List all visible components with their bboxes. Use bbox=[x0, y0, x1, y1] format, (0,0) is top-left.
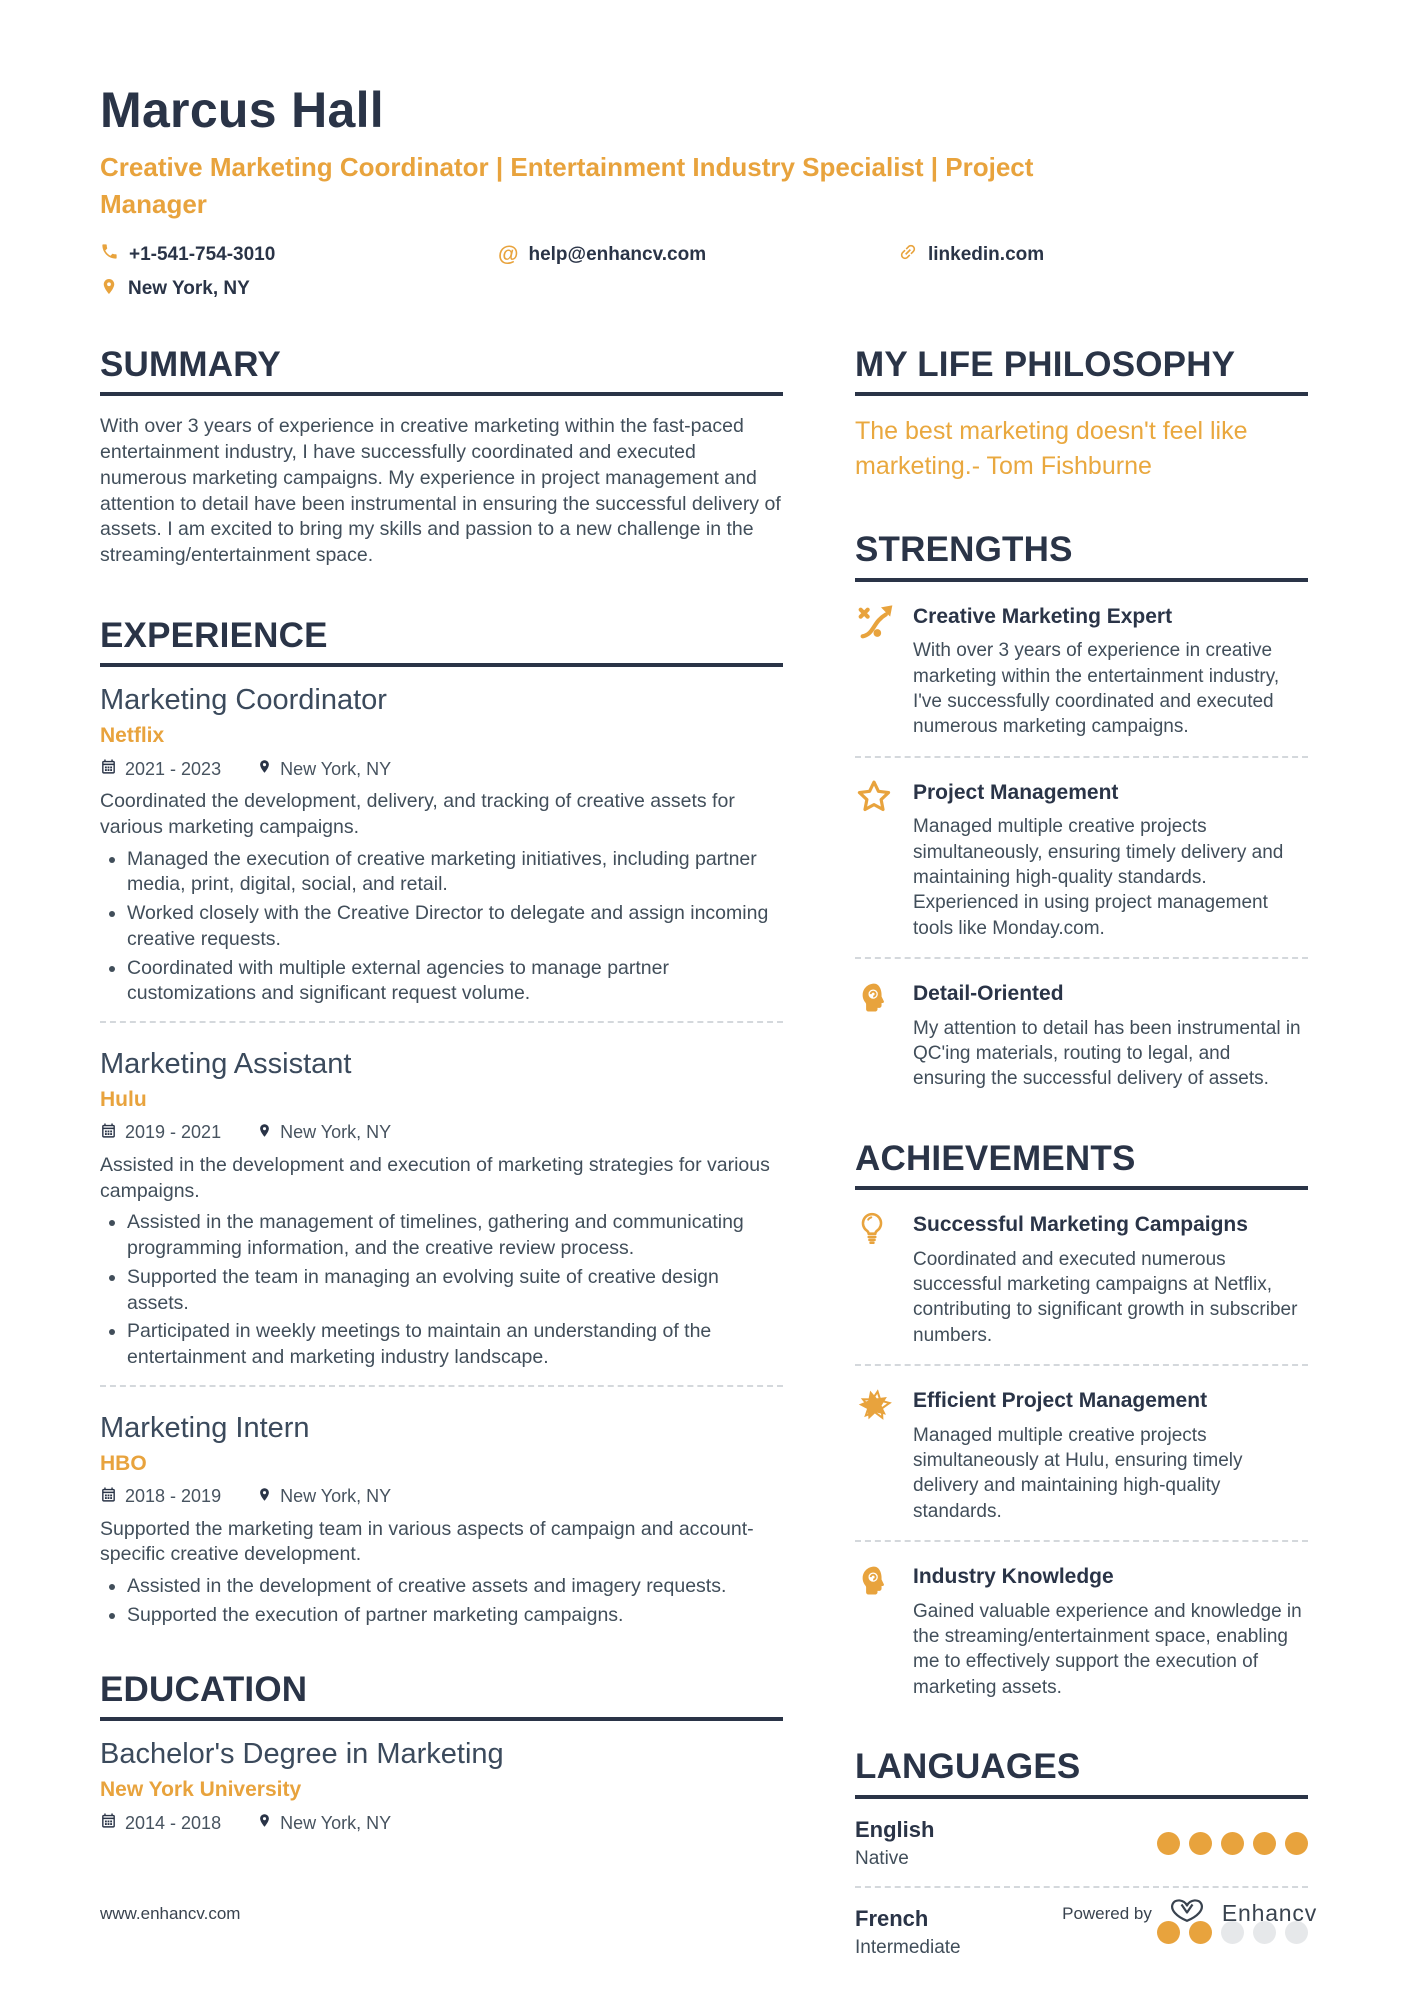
location-icon bbox=[257, 1486, 272, 1508]
job-entry bbox=[100, 1049, 783, 1371]
language-rating bbox=[1157, 1832, 1308, 1855]
job-title: Marketing Assistant bbox=[100, 1048, 352, 1081]
achievements-section bbox=[855, 1140, 1308, 1701]
columns bbox=[100, 346, 1310, 1995]
bullet: • Assisted in the management of timelines, gathering and communicating programming information, and the creative review process. bbox=[127, 1210, 783, 1261]
person-name: Marcus Hall bbox=[100, 82, 384, 138]
summary-heading: SUMMARY bbox=[100, 346, 783, 397]
rating-dot bbox=[1189, 1832, 1212, 1855]
divider bbox=[855, 957, 1308, 959]
summary-section bbox=[100, 346, 783, 569]
school-name: New York University bbox=[100, 1778, 302, 1802]
achievement-text: Coordinated and executed numerous successful marketing campaigns at Netflix, contributing to significant growth in subscriber numbers. bbox=[913, 1248, 1298, 1346]
job-dates-text: 2021 - 2023 bbox=[125, 758, 222, 779]
divider bbox=[855, 1364, 1308, 1366]
right-column bbox=[855, 346, 1308, 1995]
powered-by-label: Powered by bbox=[1062, 1903, 1152, 1923]
bullet: • Supported the team in managing an evolving suite of creative design assets. bbox=[127, 1265, 783, 1316]
job-dates-text: 2018 - 2019 bbox=[125, 1486, 222, 1507]
rising-star-icon bbox=[855, 1384, 895, 1524]
job-dates bbox=[100, 1122, 221, 1144]
experience-heading: EXPERIENCE bbox=[100, 617, 783, 668]
bullet: • Assisted in the development of creative assets and imagery requests. bbox=[127, 1574, 783, 1600]
job-bullets bbox=[100, 847, 783, 1007]
strength-item bbox=[855, 776, 1308, 941]
strength-item bbox=[855, 977, 1308, 1092]
resume-header bbox=[100, 84, 1310, 302]
rating-dot bbox=[1221, 1832, 1244, 1855]
divider bbox=[100, 1385, 783, 1387]
job-bullets bbox=[100, 1574, 783, 1628]
job-location-text: New York, NY bbox=[280, 1122, 392, 1143]
strength-title: Detail-Oriented bbox=[913, 982, 1064, 1006]
company-name: HBO bbox=[100, 1451, 147, 1475]
divider bbox=[855, 756, 1308, 758]
language-level: Native bbox=[855, 1847, 909, 1869]
job-title: Marketing Intern bbox=[100, 1411, 310, 1444]
achievements-heading: ACHIEVEMENTS bbox=[855, 1140, 1308, 1191]
job-meta bbox=[100, 1486, 783, 1508]
location-icon bbox=[100, 277, 118, 302]
achievement-item bbox=[855, 1208, 1308, 1348]
divider bbox=[855, 1886, 1308, 1888]
contact-linkedin-text: linkedin.com bbox=[928, 243, 1045, 265]
job-entry bbox=[100, 685, 783, 1007]
education-dates-text: 2014 - 2018 bbox=[125, 1812, 222, 1833]
philosophy-quote: The best marketing doesn't feel like marketing.- Tom Fishburne bbox=[855, 417, 1248, 480]
bullet: • Supported the execution of partner marketing campaigns. bbox=[127, 1603, 783, 1629]
head-profile-icon bbox=[855, 1560, 895, 1700]
job-title: Marketing Coordinator bbox=[100, 684, 387, 717]
strength-text: Managed multiple creative projects simultaneously, ensuring timely delivery and maintaining high-quality standards. Experienced in using project management tools like Monday.com. bbox=[913, 816, 1284, 939]
language-name: English bbox=[855, 1816, 935, 1842]
job-meta bbox=[100, 1122, 783, 1144]
lightbulb-icon bbox=[855, 1208, 895, 1348]
job-bullets bbox=[100, 1210, 783, 1370]
calendar-icon bbox=[100, 1122, 117, 1144]
summary-text: With over 3 years of experience in creative marketing within the fast-paced entertainment industry, I have successfully coordinated and executed numerous marketing campaigns. My experience in project management and attention to detail have been instrumental in ensuring the successful delivery of assets. I am excited to bring my skills and passion to a new challenge in the streaming/entertainment space. bbox=[100, 415, 781, 567]
job-location-text: New York, NY bbox=[280, 758, 392, 779]
education-section bbox=[100, 1671, 783, 1834]
strength-text: My attention to detail has been instrumental in QC'ing materials, routing to legal, and ensuring the successful delivery of assets. bbox=[913, 1017, 1301, 1090]
contact-location-text: New York, NY bbox=[128, 278, 250, 300]
education-location bbox=[257, 1812, 391, 1834]
contact-row bbox=[100, 242, 1310, 302]
location-icon bbox=[257, 758, 272, 780]
calendar-icon bbox=[100, 1812, 117, 1834]
job-dates-text: 2019 - 2021 bbox=[125, 1122, 222, 1143]
job-location bbox=[257, 1122, 391, 1144]
language-row bbox=[855, 1817, 1308, 1870]
contact-email-text: help@enhancv.com bbox=[528, 243, 707, 265]
contact-phone[interactable] bbox=[100, 242, 498, 267]
strengths-section bbox=[855, 531, 1308, 1092]
contact-location bbox=[100, 277, 498, 302]
footer-site-link[interactable]: www.enhancv.com bbox=[100, 1903, 241, 1923]
rating-dot bbox=[1253, 1832, 1276, 1855]
rating-dot bbox=[1285, 1832, 1308, 1855]
job-entry bbox=[100, 1413, 783, 1629]
education-dates bbox=[100, 1812, 221, 1834]
job-meta bbox=[100, 758, 783, 780]
job-dates bbox=[100, 758, 221, 780]
education-location-text: New York, NY bbox=[280, 1812, 392, 1833]
company-name: Hulu bbox=[100, 1087, 147, 1111]
strengths-heading: STRENGTHS bbox=[855, 531, 1308, 582]
rating-dot bbox=[1157, 1832, 1180, 1855]
enhancv-logo-icon bbox=[1164, 1896, 1210, 1931]
language-level: Intermediate bbox=[855, 1936, 961, 1958]
contact-phone-text: +1-541-754-3010 bbox=[129, 243, 276, 265]
contact-email[interactable] bbox=[498, 244, 898, 266]
page-footer bbox=[100, 1896, 1317, 1931]
job-description: Coordinated the development, delivery, and tracking of creative assets for various marketing campaigns. bbox=[100, 790, 735, 838]
language-info bbox=[855, 1817, 934, 1870]
achievement-text: Managed multiple creative projects simultaneously at Hulu, ensuring timely delivery and maintaining high-quality standards. bbox=[913, 1424, 1243, 1522]
star-outline-icon bbox=[855, 776, 895, 941]
strength-item bbox=[855, 600, 1308, 740]
language-name: French bbox=[855, 1905, 929, 1931]
education-heading: EDUCATION bbox=[100, 1671, 783, 1722]
brand-wordmark: Enhancv bbox=[1221, 1900, 1317, 1926]
divider bbox=[100, 1021, 783, 1023]
strength-text: With over 3 years of experience in creative marketing within the entertainment industry, I've successfully coordinated and executed numerous marketing campaigns. bbox=[913, 640, 1280, 738]
achievement-text: Gained valuable experience and knowledge in the streaming/entertainment space, enabling me to effectively support the execution of marketing assets. bbox=[913, 1600, 1302, 1698]
job-dates bbox=[100, 1486, 221, 1508]
strategy-icon bbox=[855, 600, 895, 740]
person-headline: Creative Marketing Coordinator | Entertainment Industry Specialist | Project Manager bbox=[100, 151, 1034, 220]
bullet: • Participated in weekly meetings to maintain an understanding of the entertainment and marketing industry landscape. bbox=[127, 1319, 783, 1370]
languages-heading: LANGUAGES bbox=[855, 1748, 1308, 1799]
head-profile-icon bbox=[855, 977, 895, 1092]
bullet: • Managed the execution of creative marketing initiatives, including partner media, print, digital, social, and retail. bbox=[127, 847, 783, 898]
achievement-item bbox=[855, 1384, 1308, 1524]
location-icon bbox=[257, 1122, 272, 1144]
education-meta bbox=[100, 1812, 783, 1834]
achievement-title: Successful Marketing Campaigns bbox=[913, 1213, 1248, 1237]
calendar-icon bbox=[100, 1486, 117, 1508]
achievement-title: Efficient Project Management bbox=[913, 1389, 1208, 1413]
achievement-title: Industry Knowledge bbox=[913, 1565, 1114, 1589]
job-location bbox=[257, 1486, 391, 1508]
company-name: Netflix bbox=[100, 724, 165, 748]
philosophy-heading: MY LIFE PHILOSOPHY bbox=[855, 346, 1308, 397]
calendar-icon bbox=[100, 758, 117, 780]
job-description: Assisted in the development and execution of marketing strategies for various campaigns. bbox=[100, 1153, 770, 1202]
job-location bbox=[257, 758, 391, 780]
experience-section bbox=[100, 617, 783, 1629]
divider bbox=[855, 1540, 1308, 1542]
job-description: Supported the marketing team in various aspects of campaign and account-specific creative development. bbox=[100, 1517, 754, 1566]
strength-title: Creative Marketing Expert bbox=[913, 604, 1173, 628]
phone-icon bbox=[100, 242, 119, 267]
contact-linkedin[interactable] bbox=[898, 242, 1310, 268]
at-icon: @ bbox=[498, 243, 519, 267]
bullet: • Coordinated with multiple external agencies to manage partner customizations and significant request volume. bbox=[127, 956, 783, 1007]
degree-title: Bachelor's Degree in Marketing bbox=[100, 1738, 504, 1771]
philosophy-section bbox=[855, 346, 1308, 484]
link-icon bbox=[898, 242, 918, 268]
strength-title: Project Management bbox=[913, 780, 1119, 804]
achievement-item bbox=[855, 1560, 1308, 1700]
bullet: • Worked closely with the Creative Director to delegate and assign incoming creative requests. bbox=[127, 901, 783, 952]
powered-by bbox=[1062, 1896, 1317, 1931]
left-column bbox=[100, 346, 783, 1995]
job-location-text: New York, NY bbox=[280, 1486, 392, 1507]
location-icon bbox=[257, 1812, 272, 1834]
